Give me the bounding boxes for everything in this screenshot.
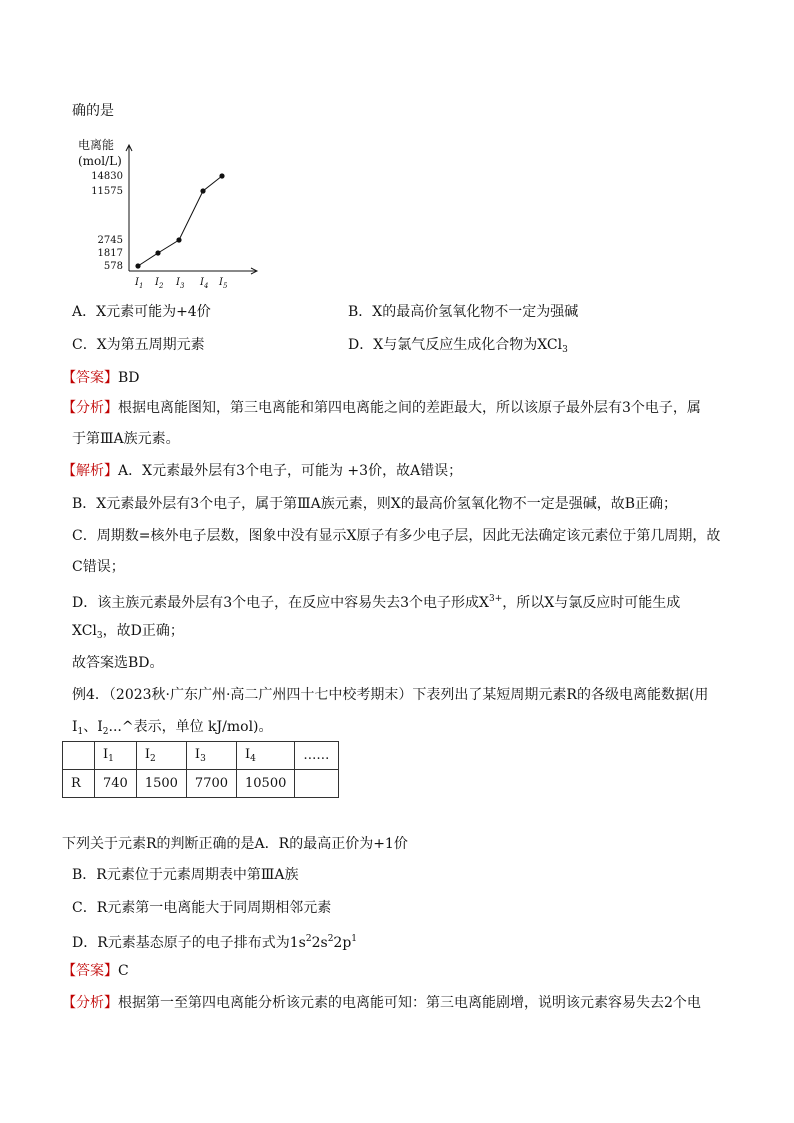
opt-d-sup1: 2	[305, 934, 312, 944]
chart-y-tick-label: 2745	[97, 235, 123, 246]
chart-axes	[126, 145, 257, 274]
intro-fragment: 确的是	[72, 103, 114, 119]
chart-x-tick-sub: 1	[138, 282, 144, 290]
explain-d2-pre: XCl	[72, 623, 97, 639]
q4-analysis	[62, 993, 701, 1013]
chart-y-ticks	[91, 171, 123, 272]
q3-explain-b: B．X元素最外层有3个电子，属于第ⅢA族元素，则X的最高价氢氧化物不一定是强碱，故B正确；	[72, 496, 678, 512]
header-i: I	[194, 747, 201, 762]
table-cell: 740	[95, 770, 137, 798]
analysis-tag: 【分析】	[62, 400, 118, 416]
header-i: I	[103, 747, 109, 762]
q4-answer	[62, 961, 129, 981]
chart-series-line	[138, 176, 222, 266]
opt-d-mid1: 2s	[311, 935, 328, 951]
chart-y-tick-label: 11575	[91, 186, 123, 197]
explain-tag: 【解析】	[62, 463, 118, 479]
table-row	[63, 770, 339, 798]
analysis-text: 根据第一至第四电离能分析该元素的电离能可知：第三电离能剧增，说明该元素容易失去2个电	[118, 995, 701, 1011]
header-i: I	[144, 747, 150, 762]
chart-point	[219, 173, 224, 178]
chart-x-tick-sub: 2	[158, 282, 164, 290]
chart-point	[176, 237, 181, 242]
chart-x-tick-sub: 5	[222, 282, 228, 290]
analysis-text-1: 根据电离能图知，第三电离能和第四电离能之间的差距最大，所以该原子最外层有3个电子，属	[118, 400, 701, 416]
table-header-cell: ……	[295, 742, 339, 770]
q3-explain-a	[62, 461, 462, 481]
ionization-energy-chart	[72, 135, 272, 290]
q4-stem-line2	[72, 717, 273, 742]
explain-d1-sup: 3+	[489, 594, 503, 604]
analysis-tag: 【分析】	[62, 995, 118, 1011]
q3-answer	[62, 368, 140, 388]
table-header-cell	[186, 742, 236, 770]
chart-x-tick-label: $I_3$	[176, 277, 185, 290]
explain-d2-post: ，故D正确；	[102, 623, 184, 639]
opt-d-pre: D．R元素基态原子的电子排布式为1s	[72, 935, 306, 951]
q3-explain-d1	[72, 589, 680, 613]
chart-y-tick-label: 1817	[97, 248, 123, 259]
q4-option-c: C．R元素第一电离能大于同周期相邻元素	[72, 900, 332, 916]
opt-d-sup3: 1	[351, 934, 358, 944]
header-sub: 3	[200, 754, 206, 764]
opt-d-mid2: 2p	[333, 935, 352, 951]
stem-i1-sub: 1	[77, 727, 84, 737]
chart-x-tick-sub: 4	[203, 282, 209, 290]
table-cell: 10500	[237, 770, 295, 798]
chart-x-tick-label: $I_1$	[135, 277, 144, 290]
q3-explain-c2: C错误；	[72, 559, 125, 575]
header-i: I	[245, 747, 251, 762]
q3-explain-c1: C．周期数=核外电子层数，图象中没有显示X原子有多少电子层，因此无法确定该元素位于第几周期，故	[72, 528, 721, 544]
table-header-cell	[63, 742, 95, 770]
chart-point	[155, 250, 160, 255]
header-sub: 1	[108, 754, 114, 764]
q3-analysis-line1	[62, 398, 701, 418]
explain-d2-sub: 3	[96, 631, 103, 641]
q3-conclusion: 故答案选BD。	[72, 655, 164, 671]
option-d-sub: 3	[562, 345, 568, 355]
option-c: C．X为第五周期元素	[72, 337, 205, 353]
option-a: A．X元素可能为+4价	[72, 304, 211, 320]
table-cell: 7700	[186, 770, 236, 798]
chart-x-tick-label: $I_2$	[155, 277, 164, 290]
chart-x-tick-label: $I_5$	[219, 277, 228, 290]
table-header-cell	[237, 742, 295, 770]
explain-d1-post: ，所以X与氯反应时可能生成	[502, 595, 681, 611]
q3-explain-d2	[72, 621, 184, 646]
option-d	[348, 335, 568, 360]
header-sub: 2	[149, 754, 156, 764]
chart-point	[135, 263, 140, 268]
chart-x-tick-sub: 3	[179, 282, 185, 290]
chart-point	[200, 188, 205, 193]
answer-text: C	[118, 963, 129, 979]
header-sub: 4	[250, 754, 256, 764]
chart-series	[135, 173, 224, 268]
chart-ylabel-2: (mol/L)	[78, 154, 122, 168]
q4-option-d	[72, 929, 357, 953]
q4-stem-line1: 例4．（2023秋·广东广州·高二广州四十七中校考期末）下表列出了某短周期元素R的各级电离能数据(用	[72, 687, 709, 703]
ionization-table	[62, 741, 339, 798]
answer-text: BD	[118, 370, 140, 386]
chart-x-tick-label: $I_4$	[200, 277, 209, 290]
explain-a-text: A．X元素最外层有3个电子，可能为 +3价，故A错误；	[118, 463, 463, 479]
option-b: B．X的最高价氢氧化物不一定为强碱	[348, 304, 579, 320]
table-header-row	[63, 742, 339, 770]
stem-rest: ...^表示，单位 kJ/mol)。	[108, 719, 273, 735]
q4-question-line: 下列关于元素R的判断正确的是A．R的最高正价为+1价	[62, 836, 408, 852]
opt-d-sup2: 2	[327, 934, 334, 944]
table-header-cell	[136, 742, 186, 770]
answer-tag: 【答案】	[62, 370, 118, 386]
q3-analysis-line2: 于第ⅢA族元素。	[72, 431, 180, 447]
stem-i2-sub: 2	[102, 727, 109, 737]
chart-ylabel-1: 电离能	[78, 138, 115, 152]
answer-tag: 【答案】	[62, 963, 118, 979]
chart-x-ticks	[134, 277, 228, 290]
q4-option-b: B．R元素位于元素周期表中第ⅢA族	[72, 867, 299, 883]
option-d-text: D．X与氯气反应生成化合物为XCl	[348, 337, 563, 353]
table-header-cell	[95, 742, 137, 770]
table-cell: R	[63, 770, 95, 798]
table-cell	[295, 770, 339, 798]
chart-y-tick-label: 578	[103, 261, 123, 272]
chart-y-tick-label: 14830	[91, 171, 123, 182]
table-cell: 1500	[136, 770, 186, 798]
stem-i1: I	[72, 719, 78, 735]
explain-d1-pre: D．该主族元素最外层有3个电子，在反应中容易失去3个电子形成X	[72, 595, 490, 611]
stem-i2: 、I	[83, 719, 103, 735]
